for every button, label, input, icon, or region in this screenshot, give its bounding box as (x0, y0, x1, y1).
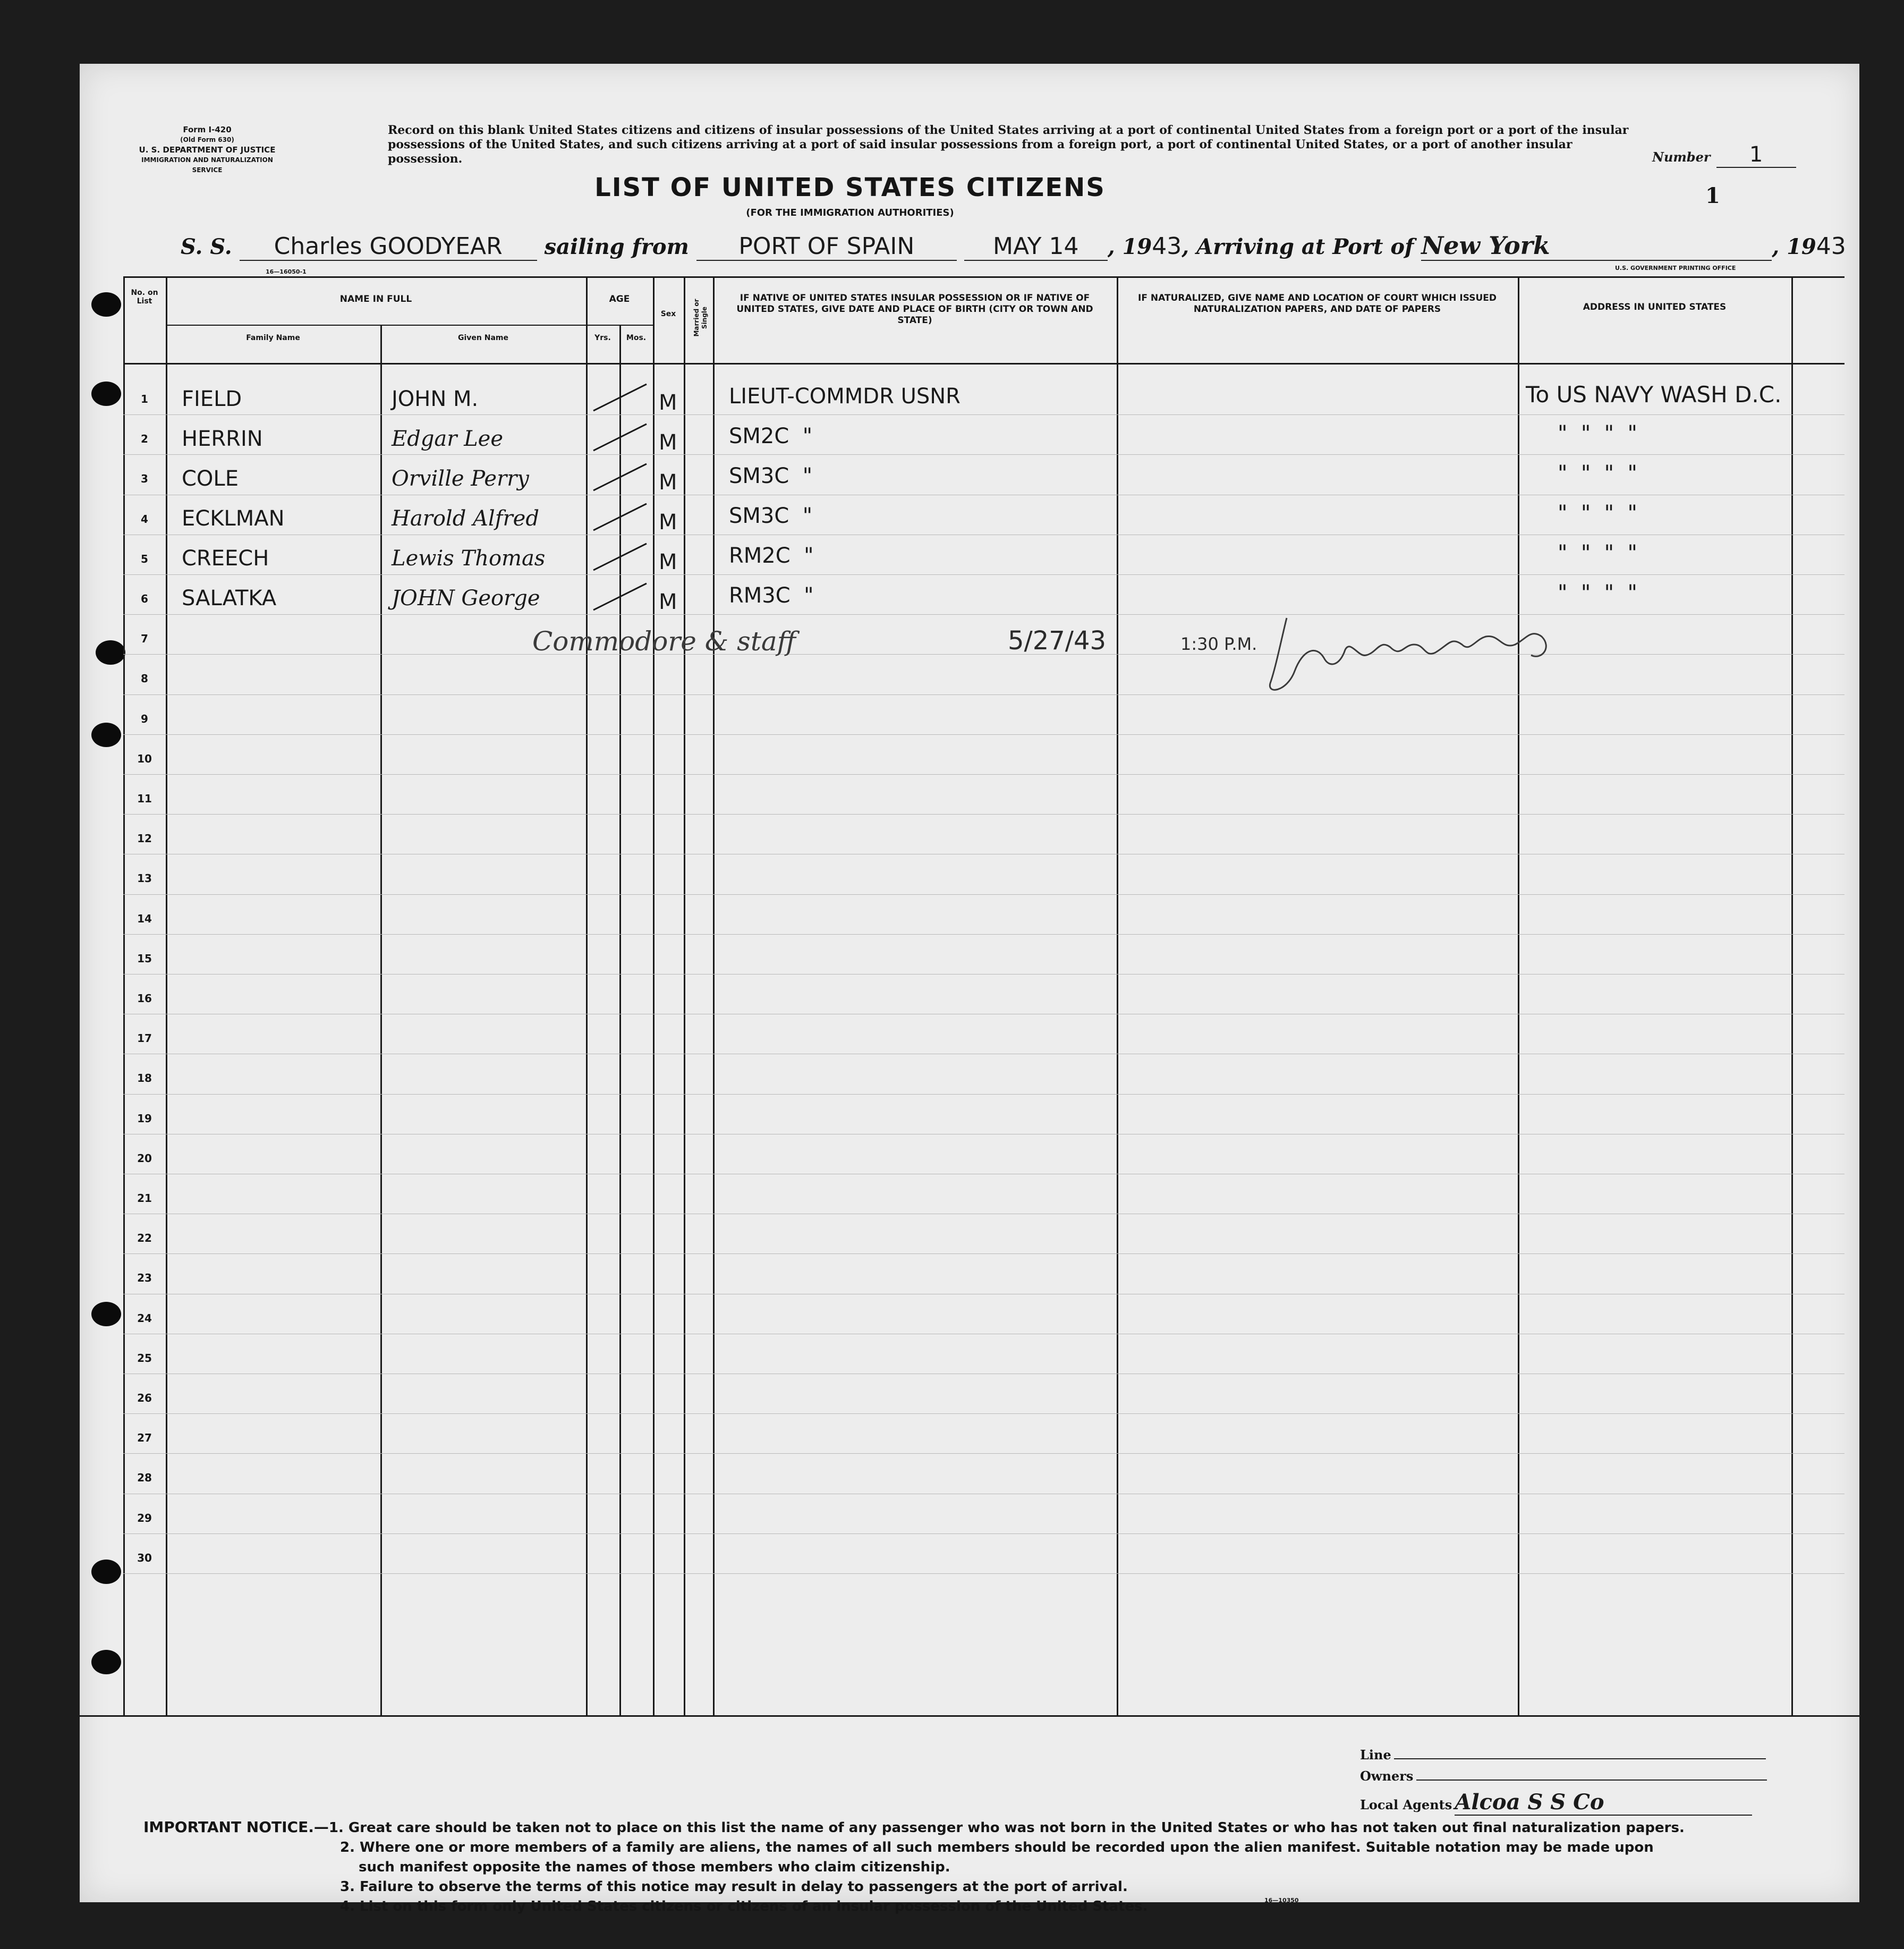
punch-hole (91, 382, 121, 406)
punch-hole (91, 1650, 121, 1674)
row-number: 25 (137, 1351, 152, 1365)
row-number: 12 (137, 832, 152, 845)
header-naturalized: IF NATURALIZED, GIVE NAME AND LOCATION OF COURT WHICH ISSUED NATURALIZATION PAPERS, AND DATE OF PAPERS (1138, 293, 1497, 315)
punch-hole (91, 723, 121, 747)
line-row (1360, 1747, 1838, 1768)
agents-row (1360, 1790, 1838, 1816)
row-number: 6 (141, 592, 148, 605)
agents-label: Local Agents (1360, 1797, 1452, 1812)
number-label: Number (1652, 149, 1711, 165)
row-number: 21 (137, 1192, 152, 1205)
departure-port: PORT OF SPAIN (696, 233, 957, 261)
row-rule (123, 414, 1844, 415)
row-number: 4 (141, 512, 148, 526)
row-rule (123, 934, 1844, 935)
punch-hole (91, 1302, 121, 1326)
address-2: " " " " (1558, 421, 1637, 446)
row-number: 2 (141, 433, 148, 446)
given-name-5: Lewis Thomas (392, 546, 546, 571)
header-years: Yrs. (594, 334, 611, 342)
header-address: ADDRESS IN UNITED STATES (1583, 302, 1727, 312)
address-3: " " " " (1558, 461, 1637, 486)
row-number: 22 (137, 1232, 152, 1245)
given-name-1: JOHN M. (392, 387, 479, 411)
row-number: 16 (137, 992, 152, 1005)
family-name-5: CREECH (182, 546, 269, 571)
given-name-4: Harold Alfred (392, 506, 539, 531)
row-number: 26 (137, 1392, 152, 1404)
notice-2: 2. Where one or more members of a family are aliens, the names of all such members should be recorded upon the alien manifest. Suitable notation may be made upon (340, 1840, 1654, 1855)
row-number: 20 (137, 1151, 152, 1165)
native-info-2: SM2C " (729, 424, 813, 448)
given-name-6: JOHN George (392, 586, 540, 611)
print-code: 16—10350 (1264, 1897, 1299, 1904)
address-4: " " " " (1558, 501, 1637, 526)
native-info-6: RM3C " (729, 583, 814, 608)
row-rule (123, 894, 1844, 895)
family-name-1: FIELD (182, 387, 242, 411)
header-no-on-list: No. on List (131, 289, 158, 306)
row-number: 15 (137, 952, 152, 965)
voyage-line (181, 231, 1846, 263)
form-number: Form I-420 (183, 125, 232, 134)
row-number: 23 (137, 1272, 152, 1285)
row-number: 24 (137, 1311, 152, 1325)
row-rule (123, 814, 1844, 815)
row-number: 30 (137, 1551, 152, 1564)
sex-6: M (659, 590, 677, 614)
department-name: U. S. DEPARTMENT OF JUSTICE (139, 145, 276, 155)
header-native: IF NATIVE OF UNITED STATES INSULAR POSSESSION OR IF NATIVE OF UNITED STATES, GIVE DATE AND PLACE OF BIRTH (CITY OR TOWN AND STATE) (736, 293, 1093, 326)
service-name: IMMIGRATION AND NATURALIZATION SERVICE (141, 156, 273, 174)
row-number: 11 (137, 792, 152, 805)
row-number: 10 (137, 752, 152, 765)
native-info-4: SM3C " (729, 504, 813, 528)
row-rule (123, 1253, 1844, 1254)
header-family-name: Family Name (246, 334, 300, 342)
address-6: " " " " (1558, 581, 1637, 605)
row-rule (123, 614, 1844, 615)
number-field (1652, 142, 1806, 167)
native-info-1: LIEUT-COMMDR USNR (729, 384, 960, 409)
punch-hole (91, 1560, 121, 1584)
printer-code: 16—16050-1 (266, 268, 307, 275)
row-rule (123, 1094, 1844, 1095)
row-number: 8 (141, 672, 148, 685)
number-value: 1 (1716, 142, 1796, 168)
row-number: 17 (137, 1032, 152, 1045)
row-number: 28 (137, 1471, 152, 1485)
given-name-2: Edgar Lee (392, 427, 503, 451)
page-subtitle: (FOR THE IMMIGRATION AUTHORITIES) (746, 207, 954, 218)
old-form-number: (Old Form 630) (180, 136, 234, 143)
ss-label: S. S. (181, 234, 232, 259)
footer-divider (80, 1715, 1859, 1717)
row-number: 9 (141, 712, 148, 725)
notice-3: 3. Failure to observe the terms of this notice may result in delay to passengers at the port of arrival. (340, 1879, 1128, 1895)
sex-4: M (659, 510, 677, 535)
ship-name: Charles GOODYEAR (240, 233, 537, 261)
sex-5: M (659, 550, 677, 574)
sailing-label: sailing from (544, 234, 689, 259)
row-rule (123, 694, 1844, 695)
family-name-4: ECKLMAN (182, 506, 285, 531)
row-number: 1 (141, 393, 148, 405)
owners-row (1360, 1768, 1838, 1790)
header-sex: Sex (660, 310, 676, 318)
line-owners-agents (1360, 1747, 1838, 1816)
row-rule (123, 734, 1844, 735)
row-number: 27 (137, 1431, 152, 1445)
family-name-2: HERRIN (182, 427, 263, 451)
annotation-text: Commodore & staff (532, 626, 796, 657)
sheet-mark: 1 (1705, 183, 1720, 208)
row-number: 14 (137, 912, 152, 925)
family-name-6: SALATKA (182, 586, 277, 611)
arrival-year: 43 (1816, 233, 1846, 260)
notice-1: 1. Great care should be taken not to place on this list the name of any passenger who was not born in the United States or who has not taken out final naturalization papers. (328, 1820, 1685, 1836)
form-identification (128, 125, 287, 175)
arrival-year-prefix: , 19 (1772, 234, 1816, 259)
native-info-3: SM3C " (729, 464, 813, 488)
sex-2: M (659, 430, 677, 455)
row-number: 7 (141, 632, 148, 646)
important-notice (143, 1817, 1843, 1917)
row-number: 29 (137, 1511, 152, 1524)
row-rule (123, 1573, 1844, 1574)
row-number: 18 (137, 1072, 152, 1085)
family-name-3: COLE (182, 467, 239, 491)
address-5: " " " " (1558, 541, 1637, 565)
row-number: 19 (137, 1112, 152, 1125)
row-number: 3 (141, 472, 148, 486)
row-rule (123, 1453, 1844, 1454)
passenger-table (123, 276, 1844, 1715)
native-info-5: RM2C " (729, 544, 814, 568)
punch-hole (96, 640, 125, 665)
page-title: LIST OF UNITED STATES CITIZENS (594, 173, 1106, 202)
header-months: Mos. (626, 334, 647, 342)
header-married-single: Married or Single (693, 299, 708, 337)
header-age: AGE (609, 294, 630, 304)
departure-year: 43 (1152, 233, 1182, 260)
inspector-signature (1265, 607, 1563, 698)
gpo-mark: U.S. GOVERNMENT PRINTING OFFICE (1615, 265, 1736, 272)
row-rule (123, 774, 1844, 775)
row-rule (123, 654, 1844, 655)
notice-title: IMPORTANT NOTICE.— (143, 1818, 329, 1836)
row-rule (123, 1413, 1844, 1414)
row-rule (123, 974, 1844, 975)
agents-value: Alcoa S S Co (1455, 1790, 1752, 1816)
header-name-in-full: NAME IN FULL (339, 294, 412, 304)
line-label: Line (1360, 1747, 1391, 1762)
punch-hole (91, 292, 121, 317)
manifest-page (80, 64, 1859, 1914)
row-rule (123, 1533, 1844, 1534)
owners-label: Owners (1360, 1768, 1414, 1784)
year-prefix: , 19 (1107, 234, 1152, 259)
address-1: To US NAVY WASH D.C. (1526, 382, 1782, 408)
departure-date: MAY 14 (964, 233, 1108, 261)
row-number: 13 (137, 872, 152, 885)
given-name-3: Orville Perry (392, 467, 529, 491)
header-given-name: Given Name (458, 334, 508, 342)
row-rule (123, 574, 1844, 575)
arriving-label: , Arriving at Port of (1182, 234, 1414, 259)
sex-1: M (659, 391, 677, 415)
age-blank-strokes (588, 379, 652, 634)
notice-4: 4. List on this form only United States citizens or citizens of an insular possession of the United States. (340, 1899, 1148, 1914)
record-notice: Record on this blank United States citizens and citizens of insular possessions of the United States arriving at a port of continental United States from a foreign port or a port of the insular possessions of the United States, and such citizens arriving at a port of said insular possessions from a foreign port, a port of continental United States, or a port of another insular possession. (388, 123, 1629, 166)
row-rule (123, 454, 1844, 455)
annotation-date: 5/27/43 (1008, 626, 1107, 656)
annotation-time: 1:30 P.M. (1180, 634, 1257, 654)
arrival-port: New York (1421, 231, 1772, 261)
notice-2-cont: such manifest opposite the names of those members who claim citizenship. (359, 1859, 950, 1875)
row-number: 5 (141, 552, 148, 565)
sex-3: M (659, 470, 677, 495)
